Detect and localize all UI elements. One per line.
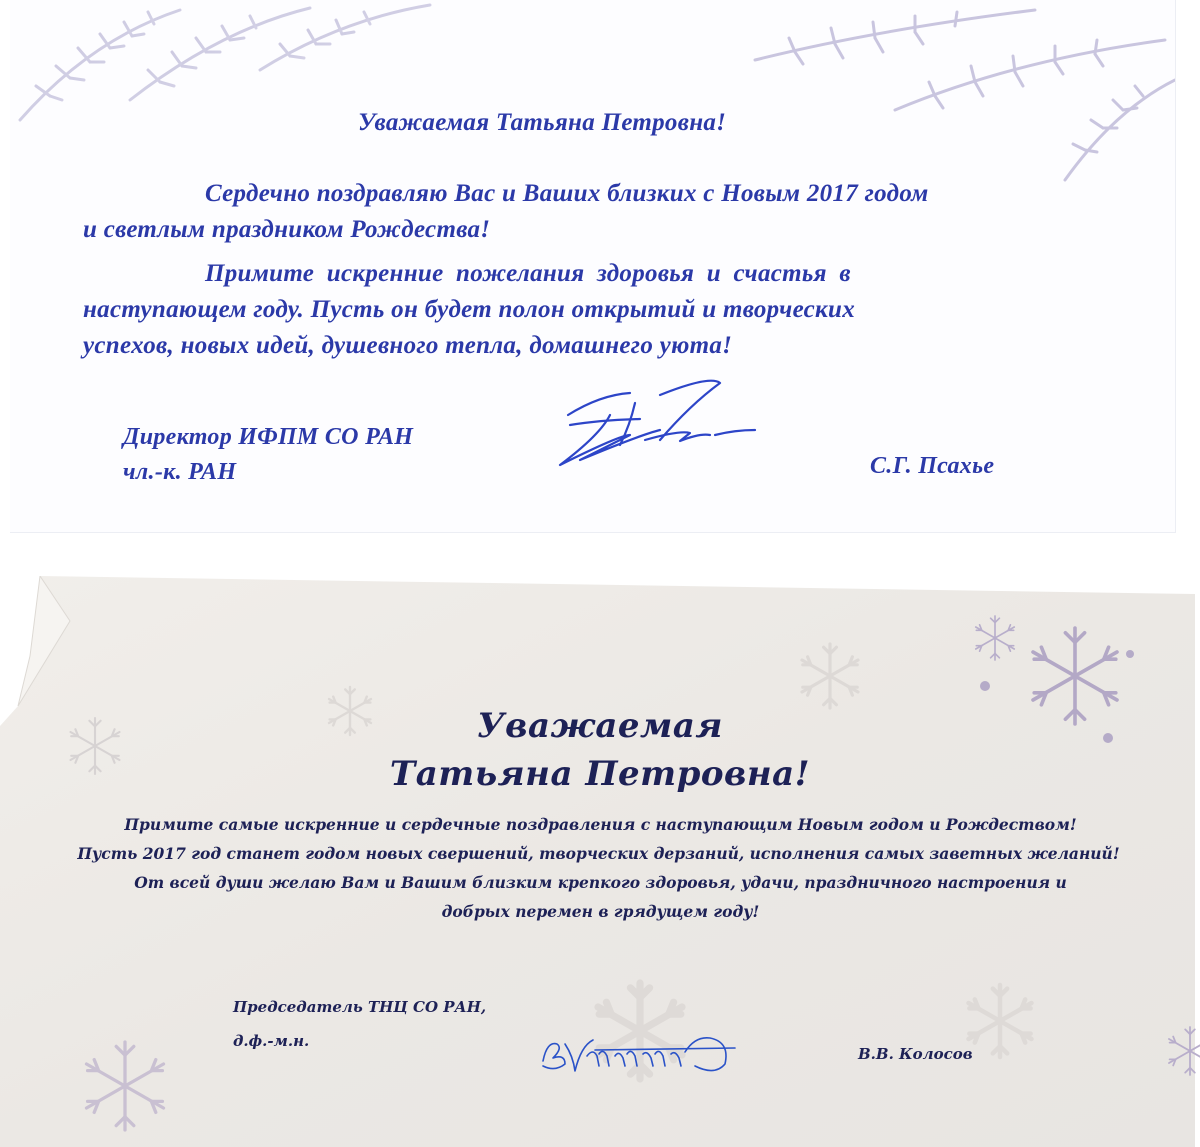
card2-body — [0, 815, 1200, 975]
card2-body-line4: добрых перемен в грядущем году! — [441, 902, 760, 921]
card2-signer-degree: д.ф.-м.н. — [233, 1032, 310, 1050]
signer-degree: чл.-к. РАН — [123, 459, 237, 485]
paragraph2-line1: Примите искренние пожелания здоровья и счастья в — [205, 260, 851, 287]
paragraph1-line1: Сердечно поздравляю Вас и Ваших близких с Новым 2017 годом — [205, 180, 929, 207]
signer-name: С.Г. Псахье — [870, 453, 995, 479]
paragraph1-line2: и светлым праздником Рождества! — [83, 216, 491, 243]
card2-signer-name: В.В. Колосов — [858, 1045, 973, 1063]
greeting-card-2 — [0, 576, 1200, 1147]
signature-scribble — [540, 375, 770, 475]
card2-signer-title: Председатель ТНЦ СО РАН, — [233, 998, 487, 1016]
card2-title-line2: Татьяна Петровна! — [389, 754, 811, 794]
card2-body-line1: Примите самые искренние и сердечные поздравления с наступающим Новым годом и Рождеством! — [124, 815, 1077, 834]
greeting-heading: Уважаемая Татьяна Петровна! — [358, 109, 727, 136]
paragraph2-line3: успехов, новых идей, душевного тепла, домашнего уюта! — [83, 332, 733, 359]
greeting-card-1 — [10, 0, 1176, 533]
card2-body-line3: От всей души желаю Вам и Вашим близким крепкого здоровья, удачи, праздничного настроения и — [134, 873, 1067, 892]
card2-title-line1: Уважаемая — [477, 706, 723, 746]
card2-body-line2: Пусть 2017 год станет годом новых свершений, творческих дерзаний, исполнения самых заветных желаний! — [77, 844, 1120, 863]
signature-scribble-2 — [535, 1026, 750, 1086]
fern-decoration-right — [735, 0, 1175, 190]
signer-title: Директор ИФПМ СО РАН — [123, 424, 414, 450]
paragraph2-line2: наступающем году. Пусть он будет полон открытий и творческих — [83, 296, 856, 323]
